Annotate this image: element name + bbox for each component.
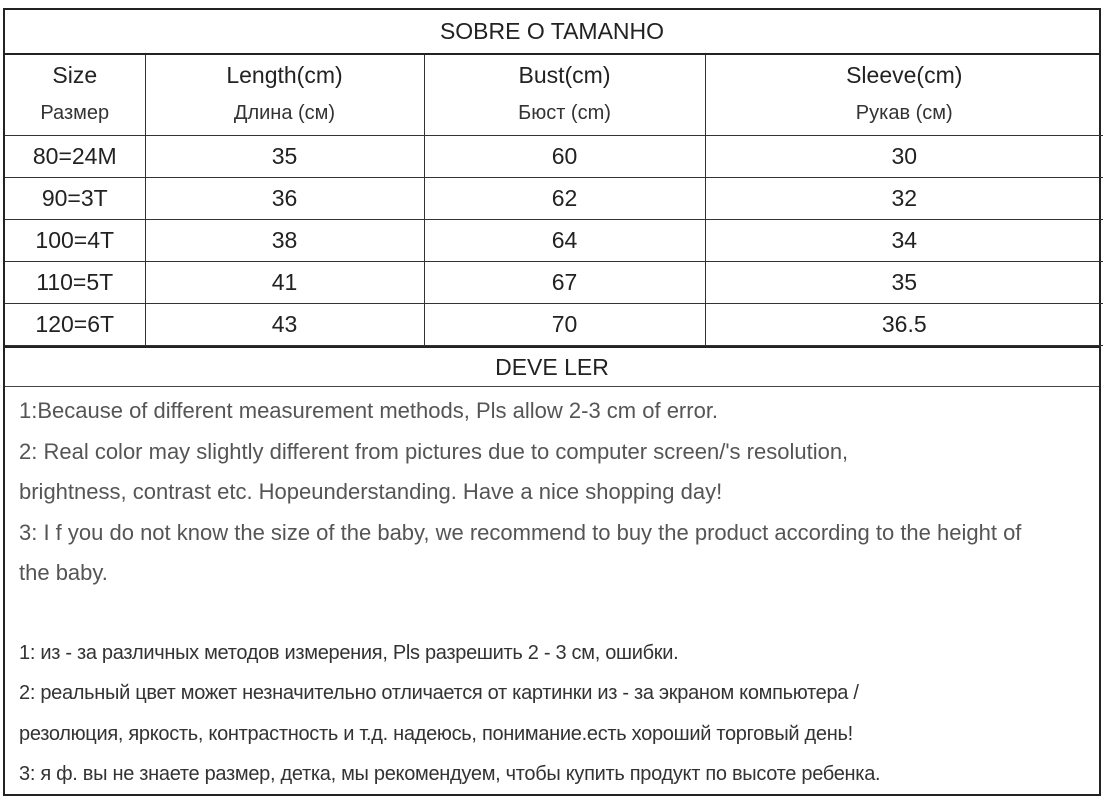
table-header-row (5, 55, 1103, 136)
note-line-ru: 3: я ф. вы не знаете размер, детка, мы рекомендуем, чтобы купить продукт по высоте ребенка. (19, 763, 881, 785)
header-label-ru: Рукав (см) (855, 102, 953, 124)
cell-sleeve: 34 (705, 220, 1103, 262)
cell-length: 35 (145, 136, 424, 178)
notes-block (5, 387, 1099, 795)
note-line-ru: 2: реальный цвет может незначительно отличается от картинки из - за экраном компьютера / (19, 682, 859, 704)
cell-bust: 70 (424, 304, 705, 346)
cell-size: 120=6T (5, 304, 145, 346)
table-row (5, 262, 1103, 304)
cell-sleeve: 30 (705, 136, 1103, 178)
size-chart-document (3, 8, 1101, 796)
header-label-ru: Бюст (cm) (518, 102, 611, 124)
header-label-ru: Размер (40, 102, 110, 124)
header-label-en: Bust(cm) (518, 62, 611, 88)
header-label-en: Sleeve(cm) (846, 62, 963, 88)
table-row (5, 136, 1103, 178)
cell-size: 90=3T (5, 178, 145, 220)
table-row (5, 178, 1103, 220)
notes-spacer (19, 594, 1099, 633)
header-label-en: Size (52, 62, 98, 88)
header-size (5, 55, 145, 136)
header-label-ru: Длина (см) (233, 102, 336, 124)
cell-bust: 60 (424, 136, 705, 178)
size-table (5, 55, 1103, 346)
cell-size: 80=24M (5, 136, 145, 178)
cell-bust: 67 (424, 262, 705, 304)
header-bust (424, 55, 705, 136)
note-line-en: 3: I f you do not know the size of the baby, we recommend to buy the product according to the height of (19, 519, 1022, 545)
section-title: DEVE LER (5, 346, 1099, 387)
header-length (145, 55, 424, 136)
cell-size: 110=5T (5, 262, 145, 304)
cell-bust: 62 (424, 178, 705, 220)
cell-length: 41 (145, 262, 424, 304)
cell-sleeve: 35 (705, 262, 1103, 304)
note-line-en: 1:Because of different measurement methods, Pls allow 2-3 cm of error. (19, 398, 719, 423)
header-label-en: Length(cm) (226, 62, 343, 88)
note-line-ru: резолюция, яркость, контрастность и т.д. надеюсь, понимание.есть хороший торговый день! (19, 722, 853, 745)
table-row (5, 304, 1103, 346)
note-line-ru: 1: из - за различных методов измерения, Pls разрешить 2 - 3 см, ошибки. (19, 641, 679, 664)
cell-length: 36 (145, 178, 424, 220)
page-title: SOBRE O TAMANHO (5, 10, 1099, 55)
cell-length: 43 (145, 304, 424, 346)
table-row (5, 220, 1103, 262)
header-sleeve (705, 55, 1103, 136)
cell-sleeve: 32 (705, 178, 1103, 220)
cell-size: 100=4T (5, 220, 145, 262)
cell-length: 38 (145, 220, 424, 262)
note-line-en: brightness, contrast etc. Hopeunderstanding. Have a nice shopping day! (19, 479, 723, 504)
cell-bust: 64 (424, 220, 705, 262)
note-line-en: 2: Real color may slightly different from pictures due to computer screen/'s resolution, (19, 438, 849, 464)
note-line-en: the baby. (19, 560, 108, 585)
cell-sleeve: 36.5 (705, 304, 1103, 346)
